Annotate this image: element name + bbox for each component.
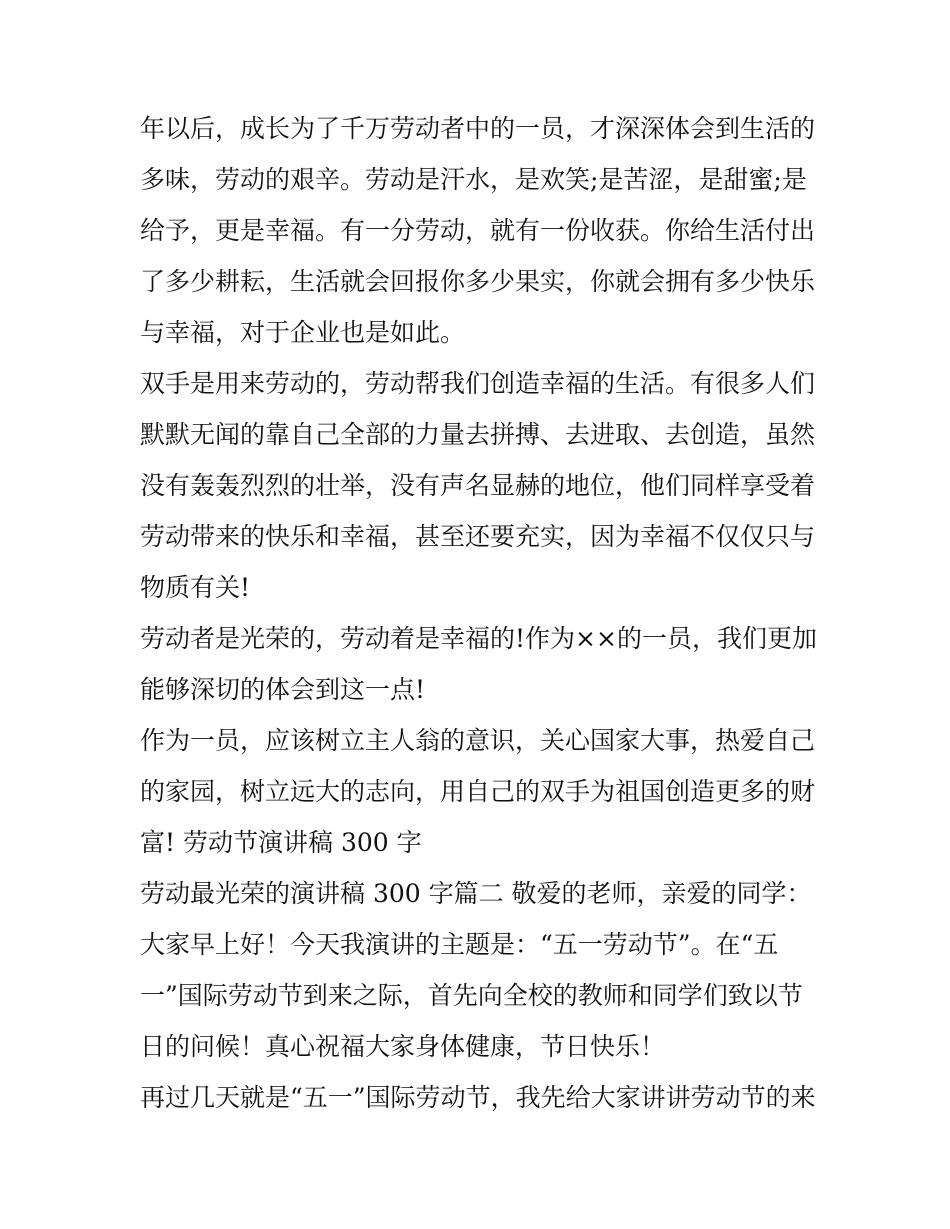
text-line: 多味，劳动的艰辛。劳动是汗水，是欢笑;是苦涩，是甜蜜;是 — [140, 165, 807, 194]
text-line: 劳动最光荣的演讲稿 300 字篇二 敬爱的老师，亲爱的同学： — [140, 879, 812, 908]
text-line: 富! 劳动节演讲稿 300 字 — [140, 828, 422, 857]
text-line: 默默无闻的靠自己全部的力量去拼搏、去进取、去创造，虽然 — [140, 420, 816, 449]
text-line: 一”国际劳动节到来之际，首先向全校的教师和同学们致以节 — [140, 981, 803, 1010]
document-body — [140, 103, 820, 1123]
text-line: 劳动带来的快乐和幸福，甚至还要充实，因为幸福不仅仅只与 — [140, 522, 816, 551]
text-line: 了多少耕耘，生活就会回报你多少果实，你就会拥有多少快乐 — [140, 267, 816, 296]
text-line: 能够深切的体会到这一点! — [140, 675, 426, 704]
text-line: 物质有关! — [140, 573, 251, 602]
text-line: 作为一员，应该树立主人翁的意识，关心国家大事，热爱自己 — [140, 726, 816, 755]
text-line: 再过几天就是“五一”国际劳动节，我先给大家讲讲劳动节的来 — [140, 1083, 816, 1112]
text-line: 与幸福，对于企业也是如此。 — [140, 318, 466, 347]
text-line: 的家园，树立远大的志向，用自己的双手为祖国创造更多的财 — [140, 777, 816, 806]
text-line: 年以后，成长为了千万劳动者中的一员，才深深体会到生活的 — [140, 114, 816, 143]
text-line: 大家早上好！今天我演讲的主题是：“五一劳动节”。在“五 — [140, 930, 779, 959]
text-line: 给予，更是幸福。有一分劳动，就有一份收获。你给生活付出 — [140, 216, 816, 245]
text-line: 日的问候！真心祝福大家身体健康，节日快乐！ — [140, 1032, 666, 1061]
text-line: 双手是用来劳动的，劳动帮我们创造幸福的生活。有很多人们 — [140, 369, 816, 398]
text-line: 劳动者是光荣的，劳动着是幸福的!作为××的一员，我们更加 — [140, 624, 817, 653]
text-line: 没有轰轰烈烈的壮举，没有声名显赫的地位，他们同样享受着 — [140, 471, 816, 500]
